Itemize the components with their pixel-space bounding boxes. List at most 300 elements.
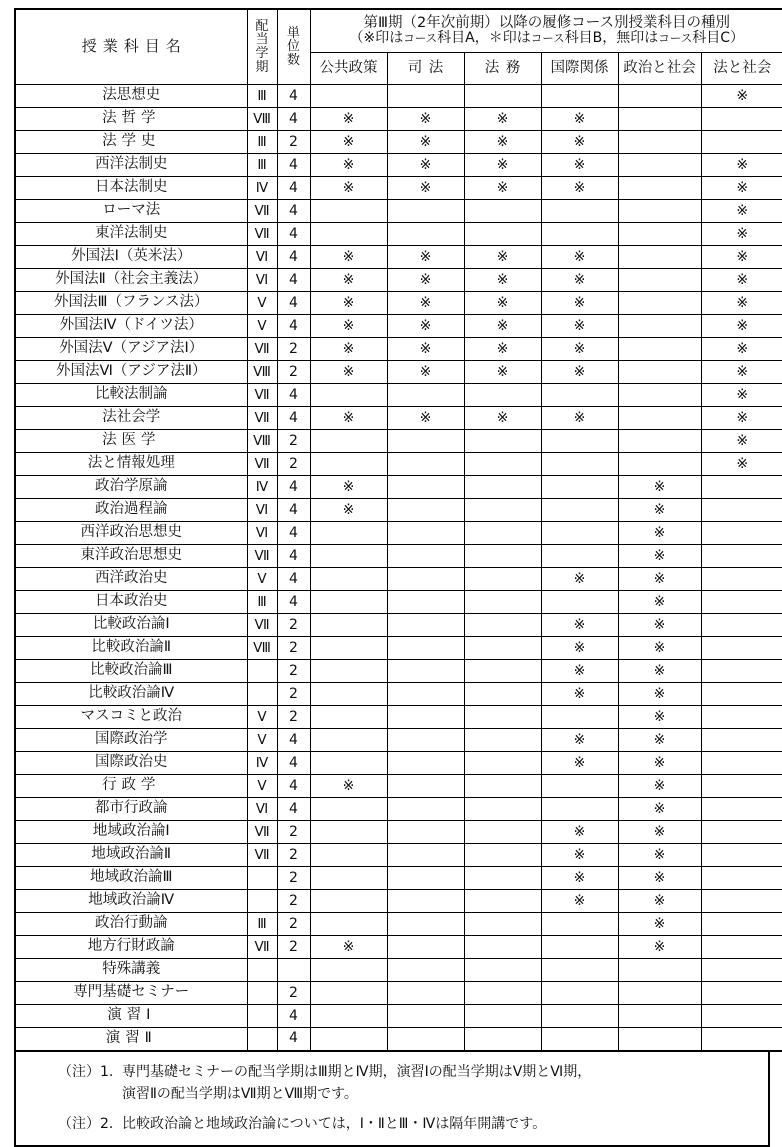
cell-mark-politics-and-society: ※	[618, 775, 701, 798]
cell-mark-politics-and-society: ※	[618, 545, 701, 568]
cell-mark-judiciary: ※	[387, 154, 464, 177]
table-row	[15, 384, 782, 407]
cell-mark-politics-and-society: ※	[618, 614, 701, 637]
cell-mark-politics-and-society	[618, 292, 701, 315]
cell-subject-name: 比較政治論Ⅱ	[15, 637, 247, 660]
cell-credits: 4	[277, 522, 310, 545]
cell-subject-name: 政治過程論	[15, 499, 247, 522]
cell-mark-international-relations	[541, 959, 618, 982]
cell-subject-name: ローマ法	[15, 200, 247, 223]
cell-mark-judiciary	[387, 591, 464, 614]
table-row	[15, 453, 782, 476]
cell-assigned-term: Ⅷ	[247, 637, 277, 660]
cell-mark-law-and-society: ※	[701, 292, 782, 315]
cell-mark-legal-affairs	[464, 476, 541, 499]
cell-mark-judiciary	[387, 1028, 464, 1051]
cell-mark-judiciary: ※	[387, 361, 464, 384]
cell-subject-name: 外国法Ⅰ（英米法）	[15, 246, 247, 269]
cell-mark-politics-and-society: ※	[618, 568, 701, 591]
cell-mark-judiciary	[387, 913, 464, 936]
cell-subject-name: 地方行財政論	[15, 936, 247, 959]
cell-mark-public-policy	[310, 959, 387, 982]
cell-mark-public-policy: ※	[310, 269, 387, 292]
cell-mark-judiciary	[387, 752, 464, 775]
cell-assigned-term: Ⅵ	[247, 522, 277, 545]
cell-mark-public-policy: ※	[310, 246, 387, 269]
cell-mark-judiciary: ※	[387, 407, 464, 430]
cell-credits: 2	[277, 660, 310, 683]
cell-assigned-term: Ⅴ	[247, 315, 277, 338]
cell-subject-name: 外国法Ⅲ（フランス法）	[15, 292, 247, 315]
cell-mark-international-relations: ※	[541, 177, 618, 200]
table-row	[15, 591, 782, 614]
cell-credits: 4	[277, 292, 310, 315]
cell-assigned-term	[247, 683, 277, 706]
table-row	[15, 292, 782, 315]
table-row	[15, 246, 782, 269]
cell-mark-public-policy: ※	[310, 476, 387, 499]
cell-mark-law-and-society	[701, 752, 782, 775]
cell-mark-politics-and-society	[618, 982, 701, 1005]
cell-mark-law-and-society	[701, 499, 782, 522]
cell-assigned-term	[247, 867, 277, 890]
table-row	[15, 177, 782, 200]
cell-mark-law-and-society	[701, 844, 782, 867]
cell-mark-politics-and-society	[618, 154, 701, 177]
cell-mark-law-and-society	[701, 108, 782, 131]
header-course-category-title	[310, 9, 782, 52]
cell-mark-legal-affairs: ※	[464, 131, 541, 154]
cell-mark-international-relations: ※	[541, 844, 618, 867]
header-course-politics-and-society: 政治と社会	[618, 52, 701, 84]
cell-mark-judiciary	[387, 223, 464, 246]
cell-mark-public-policy	[310, 660, 387, 683]
cell-mark-law-and-society	[701, 683, 782, 706]
cell-mark-public-policy: ※	[310, 407, 387, 430]
cell-mark-judiciary	[387, 729, 464, 752]
cell-mark-public-policy	[310, 821, 387, 844]
note-item	[26, 1113, 758, 1136]
cell-subject-name: 地域政治論Ⅲ	[15, 867, 247, 890]
cell-credits: 4	[277, 476, 310, 499]
cell-mark-public-policy	[310, 522, 387, 545]
cell-assigned-term: Ⅶ	[247, 338, 277, 361]
cell-mark-public-policy	[310, 614, 387, 637]
header-credit-char-1: 単	[278, 27, 310, 41]
cell-mark-public-policy: ※	[310, 499, 387, 522]
cell-mark-law-and-society	[701, 982, 782, 1005]
cell-assigned-term: Ⅳ	[247, 752, 277, 775]
cell-subject-name: 西洋政治史	[15, 568, 247, 591]
cell-mark-public-policy	[310, 798, 387, 821]
cell-subject-name: 比較法制論	[15, 384, 247, 407]
table-row	[15, 131, 782, 154]
note-line-2: 演習Ⅱの配当学期はⅦ期とⅧ期です。	[122, 1083, 758, 1106]
table-row	[15, 798, 782, 821]
cell-credits: 4	[277, 499, 310, 522]
cell-assigned-term: Ⅷ	[247, 108, 277, 131]
cell-assigned-term: Ⅶ	[247, 844, 277, 867]
cell-mark-judiciary	[387, 798, 464, 821]
cell-mark-public-policy	[310, 384, 387, 407]
table-row	[15, 315, 782, 338]
cell-mark-politics-and-society: ※	[618, 637, 701, 660]
cell-mark-politics-and-society: ※	[618, 522, 701, 545]
cell-assigned-term: Ⅲ	[247, 85, 277, 108]
table-row	[15, 867, 782, 890]
table-row	[15, 85, 782, 108]
cell-mark-international-relations	[541, 982, 618, 1005]
cell-credits: 4	[277, 85, 310, 108]
table-row	[15, 154, 782, 177]
cell-mark-law-and-society	[701, 1028, 782, 1051]
cell-credits: 2	[277, 131, 310, 154]
cell-assigned-term	[247, 1005, 277, 1028]
cell-mark-public-policy: ※	[310, 936, 387, 959]
cell-mark-legal-affairs: ※	[464, 407, 541, 430]
cell-mark-politics-and-society: ※	[618, 913, 701, 936]
cell-mark-international-relations: ※	[541, 361, 618, 384]
table-row	[15, 683, 782, 706]
cell-mark-legal-affairs: ※	[464, 246, 541, 269]
cell-subject-name: 国際政治学	[15, 729, 247, 752]
table-row	[15, 637, 782, 660]
table-body	[15, 85, 782, 1051]
cell-subject-name: 法学史	[15, 131, 247, 154]
cell-mark-international-relations	[541, 936, 618, 959]
cell-mark-law-and-society	[701, 890, 782, 913]
cell-mark-international-relations: ※	[541, 660, 618, 683]
header-credits	[277, 9, 310, 85]
cell-assigned-term: Ⅷ	[247, 430, 277, 453]
legend-part-b: 科目A，＊印は	[437, 30, 531, 46]
cell-mark-politics-and-society	[618, 246, 701, 269]
header-title-line1: 第Ⅲ期（2年次前期）以降の履修コース別授業科目の種別	[311, 16, 782, 31]
cell-mark-legal-affairs	[464, 545, 541, 568]
cell-mark-international-relations	[541, 430, 618, 453]
cell-credits: 4	[277, 798, 310, 821]
table-row	[15, 660, 782, 683]
cell-credits: 2	[277, 890, 310, 913]
cell-credits: 2	[277, 430, 310, 453]
cell-assigned-term: Ⅵ	[247, 246, 277, 269]
cell-mark-law-and-society: ※	[701, 177, 782, 200]
cell-subject-name: 国際政治史	[15, 752, 247, 775]
cell-mark-international-relations	[541, 1005, 618, 1028]
cell-mark-politics-and-society: ※	[618, 499, 701, 522]
cell-mark-politics-and-society	[618, 200, 701, 223]
cell-credits: 4	[277, 1028, 310, 1051]
cell-mark-law-and-society: ※	[701, 85, 782, 108]
table-row	[15, 729, 782, 752]
curriculum-table	[14, 8, 782, 1052]
cell-mark-legal-affairs	[464, 85, 541, 108]
cell-mark-legal-affairs: ※	[464, 269, 541, 292]
cell-credits: 4	[277, 545, 310, 568]
cell-subject-name: 法思想史	[15, 85, 247, 108]
cell-assigned-term: Ⅴ	[247, 775, 277, 798]
cell-mark-public-policy	[310, 844, 387, 867]
cell-mark-legal-affairs	[464, 223, 541, 246]
header-credit-char-2: 位	[278, 40, 310, 54]
cell-subject-name: 比較政治論Ⅳ	[15, 683, 247, 706]
cell-credits: 4	[277, 154, 310, 177]
cell-mark-legal-affairs	[464, 844, 541, 867]
cell-mark-judiciary	[387, 637, 464, 660]
cell-mark-public-policy	[310, 453, 387, 476]
cell-assigned-term: Ⅵ	[247, 269, 277, 292]
cell-mark-law-and-society: ※	[701, 315, 782, 338]
cell-assigned-term: Ⅶ	[247, 407, 277, 430]
cell-mark-law-and-society	[701, 729, 782, 752]
header-term-char-3: 学	[248, 47, 277, 61]
legend-course-word-2: コース	[531, 31, 565, 45]
cell-mark-law-and-society	[701, 821, 782, 844]
cell-mark-judiciary: ※	[387, 269, 464, 292]
cell-assigned-term: Ⅴ	[247, 706, 277, 729]
cell-mark-politics-and-society	[618, 430, 701, 453]
cell-subject-name: 演習Ⅱ	[15, 1028, 247, 1051]
cell-mark-international-relations: ※	[541, 154, 618, 177]
cell-subject-name: 西洋政治思想史	[15, 522, 247, 545]
cell-assigned-term: Ⅵ	[247, 499, 277, 522]
cell-mark-international-relations: ※	[541, 269, 618, 292]
cell-mark-legal-affairs	[464, 660, 541, 683]
cell-mark-public-policy	[310, 913, 387, 936]
cell-subject-name: 比較政治論Ⅲ	[15, 660, 247, 683]
cell-mark-public-policy: ※	[310, 775, 387, 798]
header-course-international-relations: 国際関係	[541, 52, 618, 84]
cell-assigned-term: Ⅲ	[247, 591, 277, 614]
cell-mark-politics-and-society: ※	[618, 706, 701, 729]
cell-assigned-term	[247, 1028, 277, 1051]
cell-mark-legal-affairs	[464, 499, 541, 522]
cell-mark-judiciary	[387, 982, 464, 1005]
cell-mark-law-and-society	[701, 936, 782, 959]
cell-assigned-term: Ⅶ	[247, 223, 277, 246]
note-item	[26, 1061, 758, 1106]
cell-mark-public-policy	[310, 729, 387, 752]
cell-mark-judiciary	[387, 660, 464, 683]
cell-mark-international-relations	[541, 706, 618, 729]
cell-credits: 4	[277, 200, 310, 223]
cell-assigned-term: Ⅴ	[247, 729, 277, 752]
cell-mark-public-policy	[310, 200, 387, 223]
cell-mark-international-relations: ※	[541, 407, 618, 430]
cell-mark-politics-and-society	[618, 361, 701, 384]
cell-assigned-term: Ⅴ	[247, 292, 277, 315]
cell-mark-politics-and-society	[618, 85, 701, 108]
cell-assigned-term: Ⅲ	[247, 131, 277, 154]
cell-credits: 2	[277, 867, 310, 890]
cell-mark-public-policy: ※	[310, 131, 387, 154]
cell-mark-judiciary	[387, 683, 464, 706]
cell-mark-legal-affairs	[464, 384, 541, 407]
cell-mark-politics-and-society: ※	[618, 752, 701, 775]
cell-mark-politics-and-society	[618, 407, 701, 430]
cell-mark-legal-affairs	[464, 591, 541, 614]
cell-credits: 4	[277, 384, 310, 407]
cell-mark-judiciary: ※	[387, 131, 464, 154]
cell-credits: 2	[277, 637, 310, 660]
cell-mark-legal-affairs	[464, 867, 541, 890]
table-row	[15, 361, 782, 384]
cell-mark-politics-and-society: ※	[618, 798, 701, 821]
cell-mark-legal-affairs	[464, 1028, 541, 1051]
cell-mark-international-relations	[541, 1028, 618, 1051]
cell-credits	[277, 959, 310, 982]
table-row	[15, 1028, 782, 1051]
cell-mark-international-relations	[541, 499, 618, 522]
cell-mark-public-policy	[310, 591, 387, 614]
cell-mark-international-relations	[541, 200, 618, 223]
cell-mark-judiciary	[387, 867, 464, 890]
cell-mark-law-and-society	[701, 614, 782, 637]
cell-mark-judiciary	[387, 706, 464, 729]
cell-mark-judiciary: ※	[387, 108, 464, 131]
cell-mark-judiciary	[387, 844, 464, 867]
cell-mark-public-policy	[310, 430, 387, 453]
cell-mark-law-and-society	[701, 1005, 782, 1028]
cell-mark-public-policy: ※	[310, 154, 387, 177]
table-row	[15, 430, 782, 453]
cell-mark-politics-and-society: ※	[618, 729, 701, 752]
cell-mark-law-and-society	[701, 591, 782, 614]
note-line-1: 比較政治論と地域政治論については，Ⅰ・ⅡとⅢ・Ⅳは隔年開講です。	[122, 1116, 546, 1132]
cell-credits: 4	[277, 568, 310, 591]
cell-credits: 2	[277, 913, 310, 936]
cell-mark-legal-affairs: ※	[464, 338, 541, 361]
cell-subject-name: 外国法Ⅳ（ドイツ法）	[15, 315, 247, 338]
cell-mark-legal-affairs	[464, 1005, 541, 1028]
cell-subject-name: 専門基礎セミナー	[15, 982, 247, 1005]
table-row	[15, 752, 782, 775]
cell-mark-legal-affairs	[464, 982, 541, 1005]
cell-mark-law-and-society: ※	[701, 384, 782, 407]
cell-mark-international-relations: ※	[541, 729, 618, 752]
cell-mark-legal-affairs	[464, 798, 541, 821]
notes-section	[14, 1052, 770, 1147]
cell-mark-judiciary: ※	[387, 292, 464, 315]
legend-course-word-1: コース	[403, 31, 437, 45]
cell-mark-law-and-society: ※	[701, 453, 782, 476]
cell-subject-name: 特殊講義	[15, 959, 247, 982]
cell-mark-judiciary	[387, 499, 464, 522]
cell-mark-politics-and-society: ※	[618, 844, 701, 867]
cell-credits: 2	[277, 683, 310, 706]
cell-mark-international-relations	[541, 223, 618, 246]
cell-mark-politics-and-society: ※	[618, 476, 701, 499]
cell-subject-name: 都市行政論	[15, 798, 247, 821]
cell-mark-politics-and-society: ※	[618, 821, 701, 844]
cell-mark-judiciary	[387, 200, 464, 223]
table-row	[15, 913, 782, 936]
cell-assigned-term	[247, 959, 277, 982]
cell-credits: 4	[277, 246, 310, 269]
cell-mark-law-and-society	[701, 637, 782, 660]
cell-mark-judiciary	[387, 85, 464, 108]
cell-mark-judiciary: ※	[387, 315, 464, 338]
cell-mark-international-relations	[541, 591, 618, 614]
cell-mark-international-relations: ※	[541, 683, 618, 706]
cell-mark-law-and-society	[701, 706, 782, 729]
cell-mark-international-relations: ※	[541, 890, 618, 913]
cell-mark-legal-affairs	[464, 200, 541, 223]
cell-mark-politics-and-society: ※	[618, 683, 701, 706]
cell-mark-judiciary: ※	[387, 246, 464, 269]
cell-mark-legal-affairs	[464, 913, 541, 936]
cell-mark-politics-and-society	[618, 315, 701, 338]
cell-mark-politics-and-society	[618, 223, 701, 246]
cell-mark-politics-and-society: ※	[618, 890, 701, 913]
cell-subject-name: 演習Ⅰ	[15, 1005, 247, 1028]
cell-mark-law-and-society	[701, 476, 782, 499]
cell-mark-international-relations: ※	[541, 338, 618, 361]
cell-assigned-term: Ⅶ	[247, 384, 277, 407]
table-row	[15, 200, 782, 223]
cell-subject-name: 日本法制史	[15, 177, 247, 200]
cell-mark-public-policy: ※	[310, 108, 387, 131]
cell-mark-public-policy	[310, 683, 387, 706]
header-course-legal-affairs: 法務	[464, 52, 541, 84]
cell-mark-public-policy	[310, 1028, 387, 1051]
cell-mark-law-and-society: ※	[701, 269, 782, 292]
note-line-1: 専門基礎セミナーの配当学期はⅢ期とⅣ期，演習Ⅰの配当学期はⅤ期とⅥ期，	[122, 1064, 591, 1080]
cell-mark-legal-affairs	[464, 453, 541, 476]
cell-mark-legal-affairs: ※	[464, 292, 541, 315]
cell-mark-politics-and-society	[618, 1005, 701, 1028]
cell-credits: 4	[277, 223, 310, 246]
table-row	[15, 568, 782, 591]
cell-mark-legal-affairs: ※	[464, 361, 541, 384]
cell-mark-law-and-society: ※	[701, 154, 782, 177]
cell-subject-name: 政治行動論	[15, 913, 247, 936]
cell-mark-public-policy	[310, 545, 387, 568]
cell-mark-public-policy	[310, 1005, 387, 1028]
cell-subject-name: 法と情報処理	[15, 453, 247, 476]
cell-assigned-term: Ⅶ	[247, 200, 277, 223]
cell-credits: 4	[277, 177, 310, 200]
cell-assigned-term	[247, 660, 277, 683]
cell-mark-law-and-society: ※	[701, 361, 782, 384]
note-text	[122, 1113, 758, 1136]
cell-mark-public-policy: ※	[310, 361, 387, 384]
cell-credits: 4	[277, 591, 310, 614]
header-assigned-term	[247, 9, 277, 85]
cell-subject-name: 政治学原論	[15, 476, 247, 499]
cell-subject-name: 法社会学	[15, 407, 247, 430]
cell-mark-international-relations	[541, 545, 618, 568]
cell-mark-international-relations	[541, 775, 618, 798]
cell-credits: 4	[277, 1005, 310, 1028]
cell-mark-judiciary	[387, 821, 464, 844]
table-row	[15, 476, 782, 499]
cell-mark-legal-affairs	[464, 890, 541, 913]
cell-assigned-term	[247, 890, 277, 913]
cell-mark-judiciary	[387, 1005, 464, 1028]
cell-mark-law-and-society: ※	[701, 338, 782, 361]
cell-mark-international-relations: ※	[541, 315, 618, 338]
cell-subject-name: 外国法Ⅴ（アジア法Ⅰ）	[15, 338, 247, 361]
note-label: （注）1.	[26, 1061, 122, 1084]
cell-assigned-term: Ⅵ	[247, 798, 277, 821]
cell-mark-legal-affairs	[464, 614, 541, 637]
table-row	[15, 936, 782, 959]
cell-mark-international-relations: ※	[541, 292, 618, 315]
cell-mark-international-relations: ※	[541, 568, 618, 591]
cell-mark-international-relations: ※	[541, 752, 618, 775]
cell-assigned-term: Ⅶ	[247, 936, 277, 959]
